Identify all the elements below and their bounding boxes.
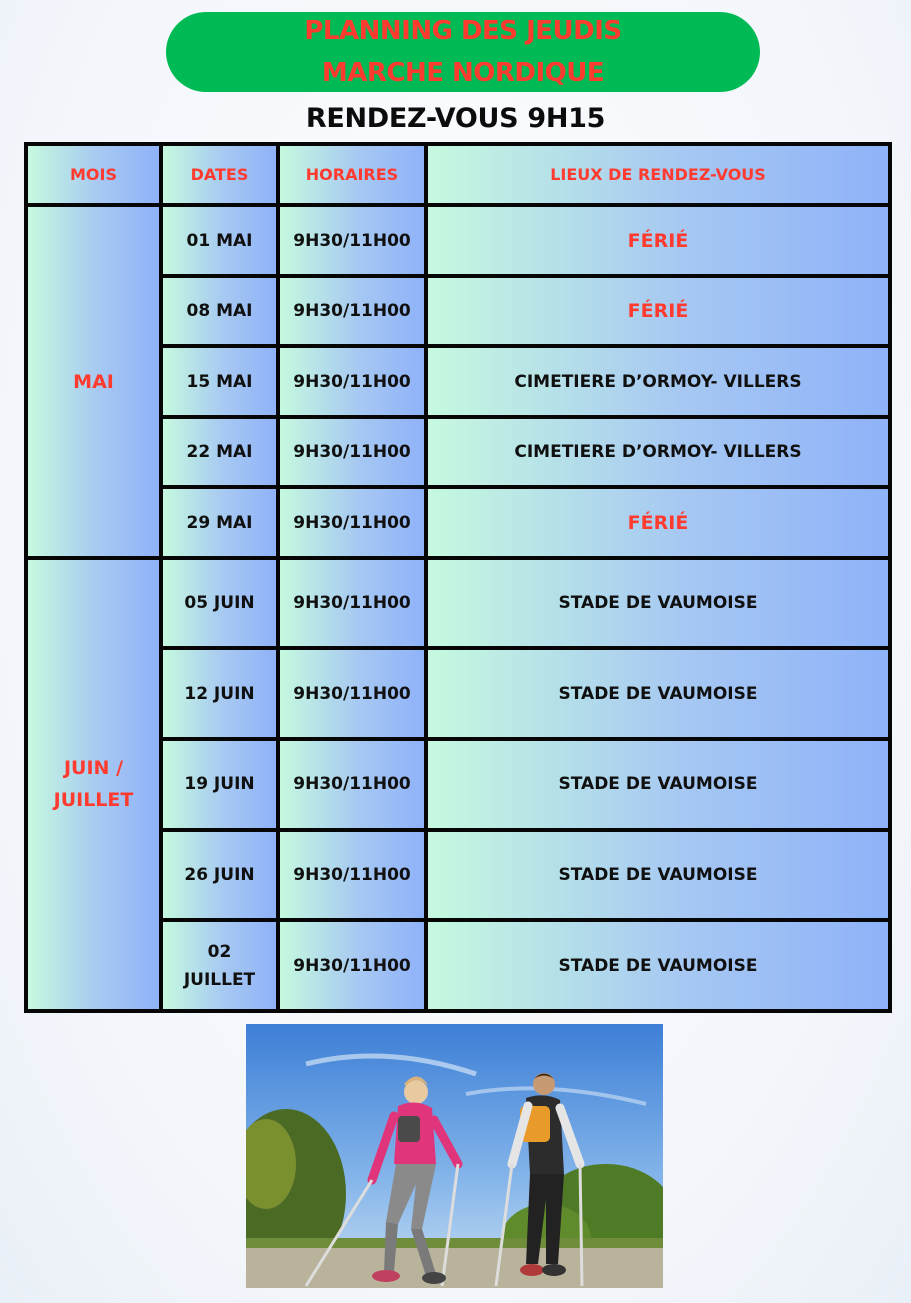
date-cell: 15 MAI [161,346,278,416]
nordic-walking-photo [246,1024,663,1288]
time-cell: 9H30/11H00 [278,558,426,649]
time-cell: 9H30/11H00 [278,346,426,416]
location-cell: CIMETIERE D’ORMOY- VILLERS [426,346,890,416]
meeting-time-subtitle: RENDEZ-VOUS 9H15 [305,103,606,134]
date-cell: 01 MAI [161,205,278,275]
header-locations: LIEUX DE RENDEZ-VOUS [426,144,890,205]
location-cell: FÉRIÉ [426,205,890,275]
location-cell: STADE DE VAUMOISE [426,920,890,1011]
nordic-walkers-illustration [246,1024,663,1288]
location-cell: FÉRIÉ [426,276,890,346]
date-cell: 08 MAI [161,276,278,346]
time-cell: 9H30/11H00 [278,276,426,346]
title-banner [166,12,760,92]
header-times: HORAIRES [278,144,426,205]
time-cell: 9H30/11H00 [278,739,426,830]
date-cell: 05 JUIN [161,558,278,649]
time-cell: 9H30/11H00 [278,205,426,275]
table-row [26,205,890,275]
date-line-1: 02 [207,941,232,962]
time-cell: 9H30/11H00 [278,920,426,1011]
time-cell: 9H30/11H00 [278,417,426,487]
location-cell: STADE DE VAUMOISE [426,830,890,921]
date-cell: 29 MAI [161,487,278,557]
table-header-row [26,144,890,205]
location-cell: STADE DE VAUMOISE [426,739,890,830]
date-cell: 22 MAI [161,417,278,487]
month-label-line-1: JUIN / [63,757,124,780]
time-cell: 9H30/11H00 [278,487,426,557]
date-cell [161,920,278,1011]
time-cell: 9H30/11H00 [278,830,426,921]
time-cell: 9H30/11H00 [278,648,426,739]
header-month: MOIS [26,144,161,205]
grass-strip [246,1238,663,1248]
date-cell: 19 JUIN [161,739,278,830]
title-line-1: PLANNING DES JEUDIS [304,16,622,46]
location-cell: FÉRIÉ [426,487,890,557]
table-row [26,558,890,649]
schedule-table [24,142,892,1013]
date-cell: 26 JUIN [161,830,278,921]
month-cell-mai: MAI [26,205,161,557]
header-dates: DATES [161,144,278,205]
title-line-2: MARCHE NORDIQUE [321,58,605,88]
location-cell: STADE DE VAUMOISE [426,648,890,739]
month-cell-juin-juillet [26,558,161,1011]
location-cell: CIMETIERE D’ORMOY- VILLERS [426,417,890,487]
location-cell: STADE DE VAUMOISE [426,558,890,649]
date-line-2: JUILLET [183,969,256,990]
month-label-line-2: JUILLET [53,789,134,812]
date-cell: 12 JUIN [161,648,278,739]
